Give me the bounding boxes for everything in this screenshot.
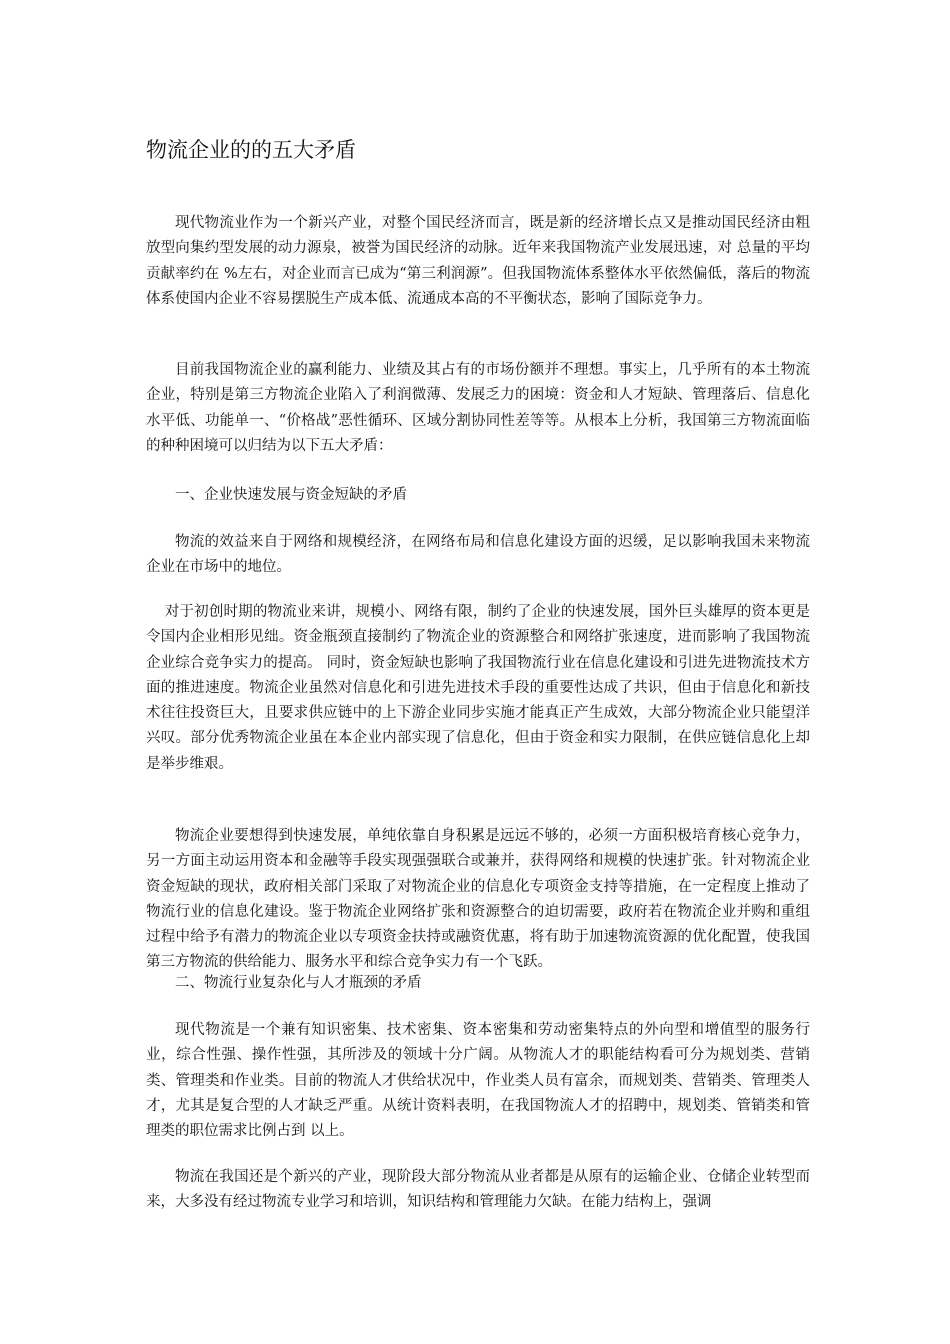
section2-paragraph-1: 现代物流是一个兼有知识密集、技术密集、资本密集和劳动密集特点的外向型和增值型的服务行业，综合性强、操作性强，其所涉及的领域十分广阔。从物流人才的职能结构看可分为规划类、营销类、管理类和作业类。目前的物流人才供给状况中，作业类人员有富余，而规划类、营销类、管理类人才，尤其是复合型的人才缺乏严重。从统计资料表明，在我国物流人才的招聘中，规划类、管销类和管理类的职位需求比例占到 以上。 xyxy=(146,1022,810,1140)
section1-paragraph-2: 对于初创时期的物流业来讲，规模小、网络有限，制约了企业的快速发展，国外巨头雄厚的资本更是令国内企业相形见绌。资金瓶颈直接制约了物流企业的资源整合和网络扩张速度，进而影响了我国物流企业综合竞争实力的提高。 同时，资金短缺也影响了我国物流行业在信息化建设和引进先进物流技术方面的推进速度。物流企业虽然对信息化和引进先进技术手段的重要性达成了共识，但由于信息化和新技术往往投资巨大，且要求供应链中的上下游企业同步实施才能真正产生成效，大部分物流企业只能望洋兴叹。部分优秀物流企业虽在本企业内部实现了信息化，但由于资金和实力限制，在供应链信息化上却是举步维艰。 xyxy=(146,604,810,772)
section1-paragraph-3: 物流企业要想得到快速发展，单纯依靠自身积累是远远不够的，必须一方面积极培育核心竞争力，另一方面主动运用资本和金融等手段实现强强联合或兼并，获得网络和规模的快速扩张。针对物流企业资金短缺的现状，政府相关部门采取了对物流企业的信息化专项资金支持等措施，在一定程度上推动了物流行业的信息化建设。鉴于物流企业网络扩张和资源整合的迫切需要，政府若在物流企业并购和重组过程中给予有潜力的物流企业以专项资金扶持或融资优惠，将有助于加速物流资源的优化配置，使我国第三方物流的供给能力、服务水平和综合竞争实力有一个飞跃。 xyxy=(146,828,810,971)
intro-paragraph-2: 目前我国物流企业的赢利能力、业绩及其占有的市场份额并不理想。事实上，几乎所有的本土物流企业，特别是第三方物流企业陷入了利润微薄、发展乏力的困境：资金和人才短缺、管理落后、信息化水平低、功能单一、“价格战”恶性循环、区域分割协同性差等等。从根本上分析，我国第三方物流面临的种种困境可以归结为以下五大矛盾： xyxy=(146,362,810,454)
section-heading-1: 一、企业快速发展与资金短缺的矛盾 xyxy=(175,487,407,503)
document-title: 物流企业的的五大矛盾 xyxy=(146,138,356,162)
section2-paragraph-2: 物流在我国还是个新兴的产业，现阶段大部分物流从业者都是从原有的运输企业、仓储企业转型而来，大多没有经过物流专业学习和培训，知识结构和管理能力欠缺。在能力结构上，强调 xyxy=(146,1169,810,1211)
section-heading-2: 二、物流行业复杂化与人才瓶颈的矛盾 xyxy=(175,975,422,991)
intro-paragraph-1: 现代物流业作为一个新兴产业，对整个国民经济而言，既是新的经济增长点又是推动国民经济由粗放型向集约型发展的动力源泉，被誉为国民经济的动脉。近年来我国物流产业发展迅速，对 总量的平均贡献率约在 %左右，对企业而言已成为“第三利润源”。但我国物流体系整体水平依然偏低，落后的物流体系使国内企业不容易摆脱生产成本低、流通成本高的不平衡状态，影响了国际竞争力。 xyxy=(146,215,810,307)
section1-paragraph-1: 物流的效益来自于网络和规模经济，在网络布局和信息化建设方面的迟缓，足以影响我国未来物流企业在市场中的地位。 xyxy=(146,534,810,576)
